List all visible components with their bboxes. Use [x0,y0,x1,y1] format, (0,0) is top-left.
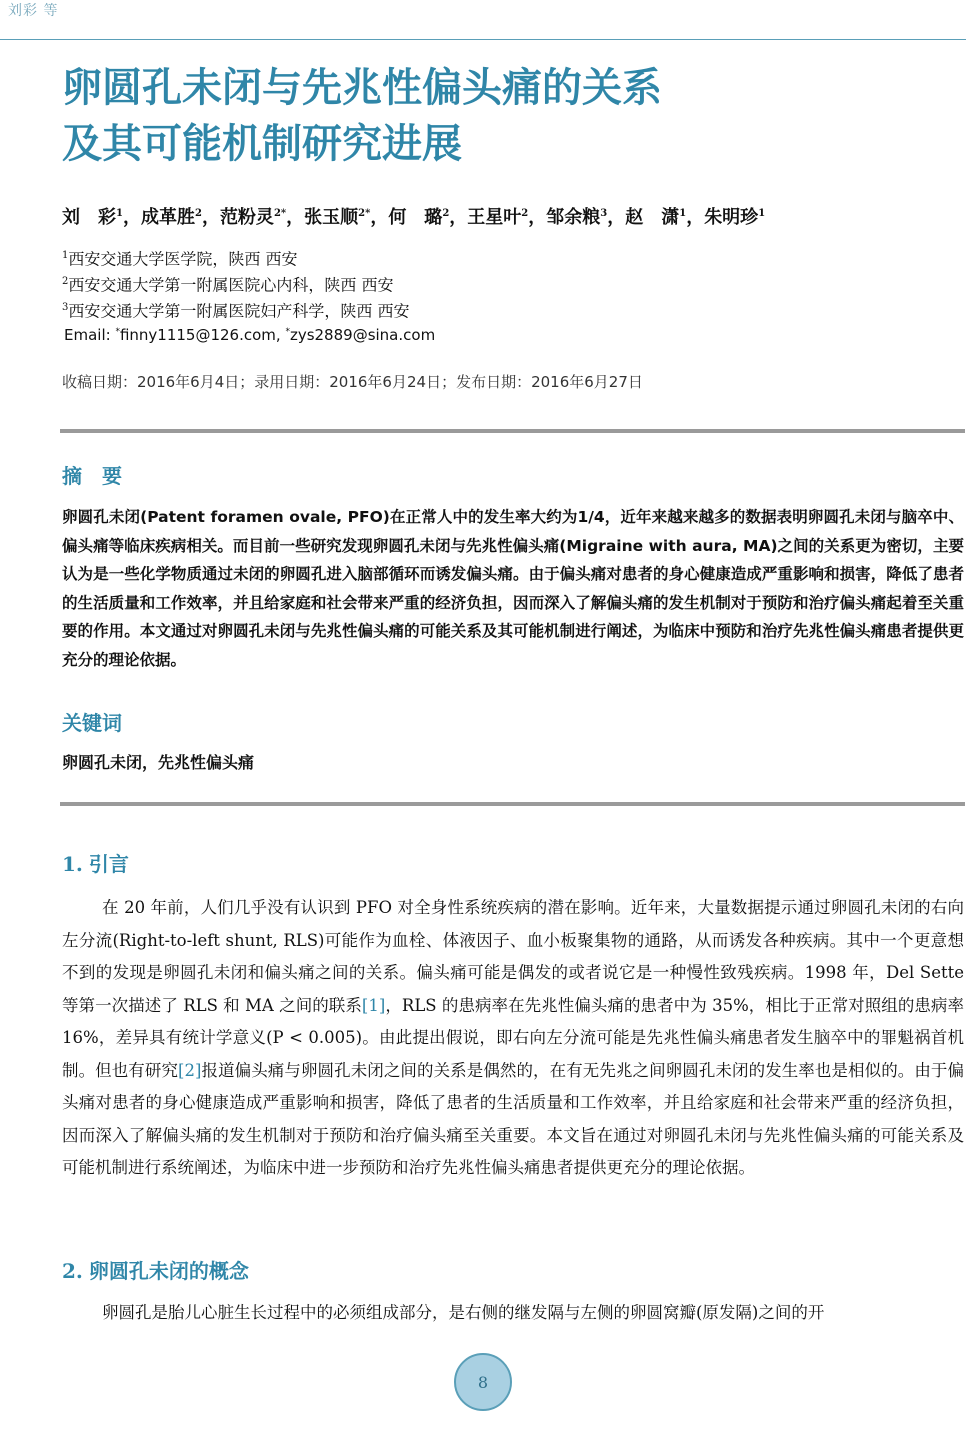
author-name: 朱明珍 [704,207,759,228]
author-name: 赵 潇 [625,207,680,228]
section-1-heading [62,848,129,877]
citation-link-2[interactable]: [2] [178,1060,202,1080]
section-divider-bottom [60,802,965,806]
section-number: 1. [62,852,83,876]
title-line-1: 卵圆孔未闭与先兆性偏头痛的关系 [62,65,662,111]
section-title: 卵圆孔未闭的概念 [88,1259,249,1283]
author-affil-mark: 2 [521,208,529,219]
author-affil-mark: 2 [442,208,450,219]
running-head: 刘彩 等 [8,3,59,19]
article-title [62,60,942,172]
concept-paragraph: 卵圆孔是胎儿心脏生长过程中的必须组成部分，是右侧的继发隔与左侧的卵圆窝瓣(原发隔)之间的开 [102,1303,825,1322]
affiliation-3 [62,298,942,321]
keywords-text: 卵圆孔未闭，先兆性偏头痛 [62,753,255,772]
author-separator: ， [122,207,141,228]
author-affil-mark: 1 [758,208,766,219]
abstract-text: 卵圆孔未闭(Patent foramen ovale, PFO)在正常人中的发生率大约为1/4，近年来越来越多的数据表明卵圆孔未闭与脑卒中、偏头痛等临床疾病相关。而目前一些研究发现卵圆孔未闭与先兆性偏头痛(Migraine with aura, MA)之间的关系更为密切，主要认为是一些化学物质通过未闭的卵圆孔进入脑部循环而诱发偏头痛。由于偏头痛对患者的身心健康造成严重影响和损害，降低了患者的生活质量和工作效率，并且给家庭和社会带来严重的经济负担，因而深入了解偏头痛的发生机制对于预防和治疗偏头痛起着至关重要的作用。本文通过对卵圆孔未闭与先兆性偏头痛的可能关系及其可能机制进行阐述，为临床中预防和治疗先兆性偏头痛患者提供更充分的理论依据。 [62,508,964,669]
author-name: 范粉灵 [219,207,274,228]
author-affil-mark: 2* [273,208,287,219]
author-separator: ， [201,207,220,228]
intro-text-a: 在 20 年前，人们几乎没有认识到 PFO 对全身性系统疾病的潜在影响。近年来，大量数据提示通过卵圆孔未闭的右向左分流(Right-to-left shunt, RLS)可能作为血栓、体液因子、血小板聚集物的通路，从而诱发各种疾病。其中一个更意想不到的发现是卵圆孔未闭和偏头痛之间的关系。偏头痛可能是偶发的或者说它是一种慢性致残疾病。1998 年，Del Sette 等第一次描述了 RLS 和 MA 之间的联系 [62,898,964,1015]
author-name: 王星叶 [467,207,522,228]
section-2-heading [62,1255,249,1284]
author-name: 刘 彩 [62,207,116,228]
intro-text-c: 报道偏头痛与卵圆孔未闭之间的关系是偶然的，在有无先兆之间卵圆孔未闭的发生率也是相似的。由于偏头痛对患者的身心健康造成严重影响和损害，降低了患者的生活质量和工作效率，并且给家庭和社会带来严重的经济负担，因而深入了解偏头痛的发生机制对于预防和治疗偏头痛至关重要。本文旨在通过对卵圆孔未闭与先兆性偏头痛的可能关系及可能机制进行系统阐述，为临床中进一步预防和治疗先兆性偏头痛患者提供更充分的理论依据。 [62,1060,965,1177]
title-line-2: 及其可能机制研究进展 [62,121,462,167]
author-affil-mark: 2* [358,208,371,219]
affiliation-mark: 1 [62,250,69,261]
author-separator: ， [286,207,305,228]
affiliation-text: 西安交通大学第一附属医院心内科，陕西 西安 [68,275,394,295]
header-rule [0,39,966,40]
email-address-2[interactable]: zys2889@sina.com [289,326,436,344]
email-line: Email: *finny1115@126.com, *zys2889@sina.com [64,326,436,344]
section-number: 2. [62,1259,83,1283]
author-separator: ， [686,207,705,228]
affiliation-1 [62,246,942,269]
author-affil-mark: 3 [600,208,608,219]
citation-link-1[interactable]: [1] [361,995,386,1015]
page-number: 8 [477,1372,489,1392]
author-affil-mark: 2 [194,208,202,219]
author-affil-mark: 1 [679,208,687,219]
affiliation-2 [62,272,942,295]
author-name: 邹余粮 [546,207,601,228]
abstract-heading: 摘 要 [62,464,122,488]
section-divider-top [60,429,965,433]
affiliation-mark: 3 [62,302,69,313]
author-name: 何 璐 [388,207,443,228]
affiliation-text: 西安交通大学医学院，陕西 西安 [68,249,298,269]
affiliation-mark: 2 [62,276,69,287]
affiliation-text: 西安交通大学第一附属医院妇产科学，陕西 西安 [68,301,410,321]
author-separator: ， [370,207,389,228]
introduction-paragraph [62,892,964,1185]
keywords-heading: 关键词 [62,711,122,735]
page-number-badge [454,1353,512,1411]
corresponding-mark: * [115,327,120,337]
author-list [62,203,962,229]
email-label: Email: [64,326,116,344]
author-name: 成革胜 [140,207,195,228]
email-address-1[interactable]: finny1115@126.com [119,326,276,344]
author-affil-mark: 1 [116,208,123,219]
corresponding-mark: * [285,327,290,337]
author-separator: ， [607,207,626,228]
author-separator: ， [528,207,547,228]
publication-dates: 收稿日期：2016年6月4日；录用日期：2016年6月24日；发布日期：2016年6月27日 [62,373,643,391]
author-separator: ， [449,207,468,228]
section-title: 引言 [88,852,129,876]
intro-text-b: ，RLS 的患病率在先兆性偏头痛的患者中为 35%，相比于正常对照组的患病率 16%，差异具有统计学意义(P < 0.005)。由此提出假说，即右向左分流可能是先兆性偏头痛患者发生脑卒中的罪魁祸首机制。但也有研究 [62,995,964,1080]
author-name: 张玉顺 [304,207,359,228]
